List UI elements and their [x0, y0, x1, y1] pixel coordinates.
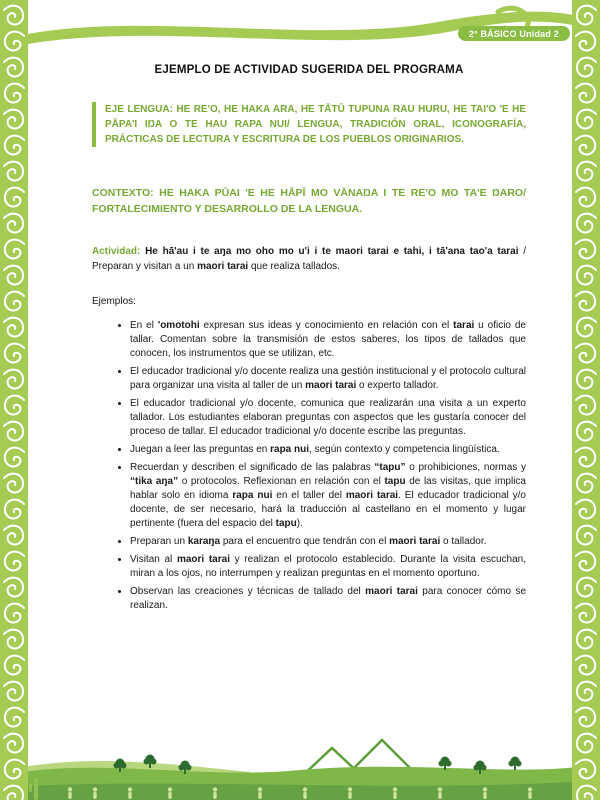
list-item: • El educador tradicional y/o docente, comunica que realizarán una visita a un experto tallador. Los estudiantes elaboran preguntas con aspectos que les gustaría conocer del proceso de tallar. El educador tradicional y/o docente escribe las preguntas.	[130, 397, 526, 439]
eje-lengua-text: EJE LENGUA: HE RE'O, HE HAKA ARA, HE TĀTŪ TUPUNA RAU HURU, HE TAI'O 'E HE PĀPA'I IŊA O TE HAU RAPA NUI/ LENGUA, TRADICIÓN ORAL, ICONOGRAFÍA, PRÁCTICAS DE LECTURA Y ESCRITURA DE LOS PUEBLOS ORIGINARIOS.	[105, 104, 526, 145]
eje-lengua-section	[92, 102, 526, 147]
page-title: EJEMPLO DE ACTIVIDAD SUGERIDA DEL PROGRAMA	[154, 64, 464, 76]
landscape-illustration	[0, 728, 600, 800]
actividad-section	[92, 244, 526, 274]
koru-border-right-decoration	[572, 0, 600, 800]
list-item: • Recuerdan y describen el significado de las palabras “tapu” o prohibiciones, normas y “tika aŋa” o protocolos. Reflexionan en relación con el tapu de las visitas, que implica hablar solo en idioma rapa nui en el taller del maori tarai. El educador tradicional y/o docente, de ser necesario, hará la traducción al castellano en el momento y lugar pertinente (fuera del espacio del tapu).	[130, 461, 526, 531]
list-item: • En el 'omotohi expresan sus ideas y conocimiento en relación con el tarai u oficio de tallar. Comentan sobre la transmisión de estos saberes, los tipos de tallados que conocen, los instrumentos que se utilizan, etc.	[130, 319, 526, 361]
list-item: • Visitan al maori tarai y realizan el protocolo establecido. Durante la visita escuchan, miran a los ojos, no interrumpen y realizan preguntas en el momento oportuno.	[130, 553, 526, 581]
koru-border-left-decoration	[0, 0, 28, 800]
actividad-label: Actividad:	[92, 245, 141, 257]
main-content	[92, 64, 526, 617]
contexto-section: CONTEXTO: HE HAKA PŪAI 'E HE HĀPĪ MO VĀNAŊA I TE RE'O MO TA'E ŊARO/ FORTALECIMIENTO Y DESARROLLO DE LA LENGUA.	[92, 187, 526, 216]
actividad-text: He hā'au i te aŋa mo oho mo u'i i te maori tarai e tahi, i tā'ana tao'a tarai / Preparan y visitan a un maori tarai que realiza tallados.	[92, 245, 526, 272]
list-item: • Preparan un karaŋa para el encuentro que tendrán con el maori tarai o tallador.	[130, 535, 526, 549]
list-item: • Observan las creaciones y técnicas de tallado del maori tarai para conocer cómo se realizan.	[130, 585, 526, 613]
list-item: • El educador tradicional y/o docente realiza una gestión institucional y el protocolo cultural para organizar una visita al taller de un maori tarai o experto tallador.	[130, 365, 526, 393]
unit-badge: 2° BÁSICO Unidad 2	[458, 26, 570, 41]
ejemplos-label: Ejemplos:	[92, 295, 136, 307]
list-item: • Juegan a leer las preguntas en rapa nui, según contexto y competencia lingüística.	[130, 443, 526, 457]
ejemplos-list	[92, 319, 526, 613]
